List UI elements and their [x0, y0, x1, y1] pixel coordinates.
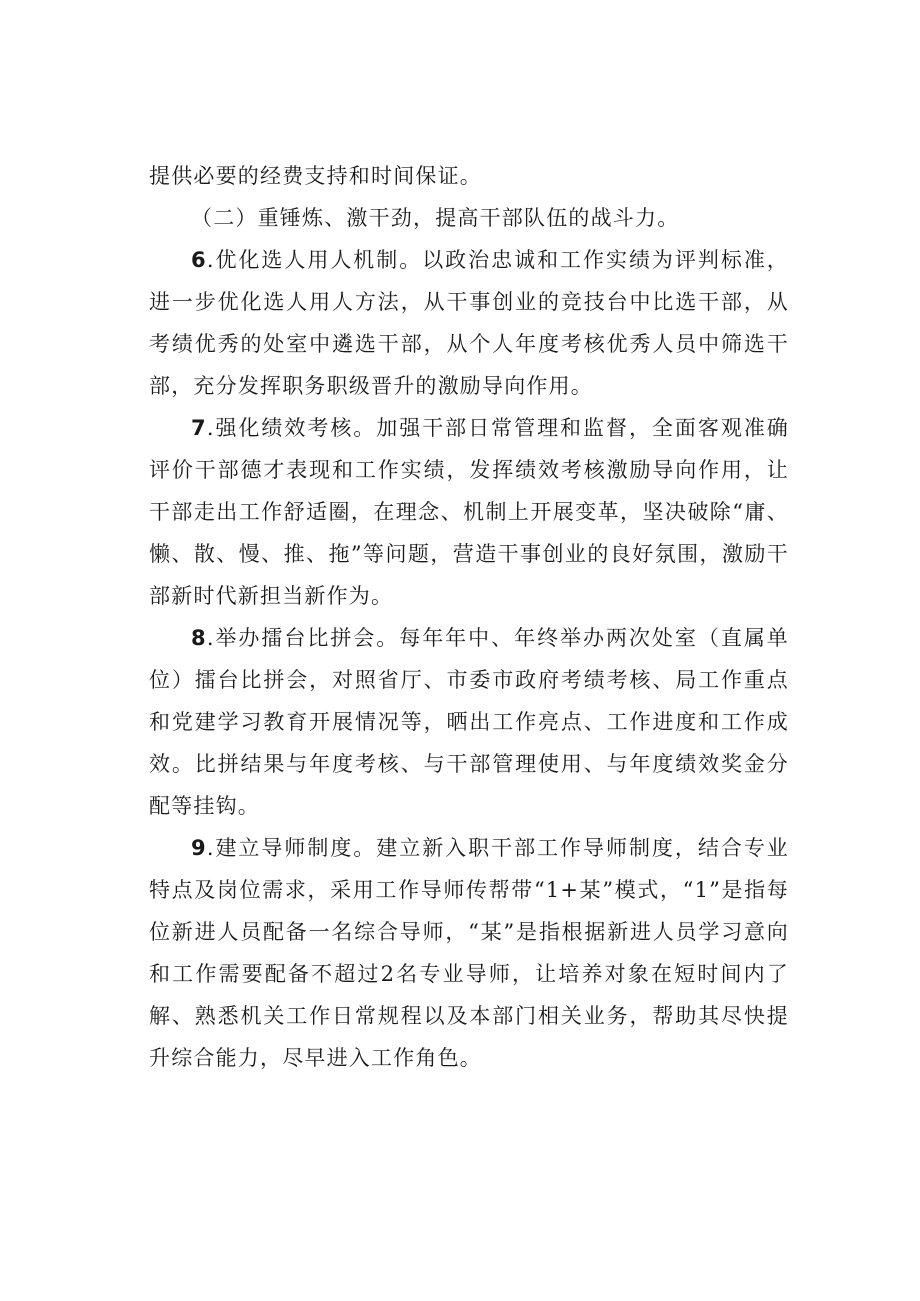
- paragraph-continuation: [149, 155, 789, 197]
- numbered-paragraph-6: [149, 239, 789, 407]
- paragraph-text: .强化绩效考核。加强干部日常管理和监督，全面客观准确评价干部德才表现和工作实绩，发挥绩效考核激励导向作用，让干部走出工作舒适圈，在理念、机制上开展变革，坚决破除“庸、懒、散、慢、推、拖”等问题，营造干事创业的良好氛围，激励干部新时代新担当新作为。: [149, 416, 789, 608]
- paragraph-number: 8: [191, 626, 207, 650]
- numbered-paragraph-9: [149, 827, 789, 1079]
- paragraph-text: 提供必要的经费支持和时间保证。: [149, 164, 482, 188]
- paragraph-number: 9: [191, 836, 207, 860]
- document-body: [149, 155, 789, 1079]
- paragraph-text: .建立导师制度。建立新入职干部工作导师制度，结合专业特点及岗位需求，采用工作导师传帮带“1+某”模式，“1”是指每位新进人员配备一名综合导师，“某”是指根据新进人员学习意向和工作需要配备不超过2名专业导师，让培养对象在短时间内了解、熟悉机关工作日常规程以及本部门相关业务，帮助其尽快提升综合能力，尽早进入工作角色。: [149, 836, 789, 1070]
- section-heading-text: （二）重锤炼、激干劲，提高干部队伍的战斗力。: [191, 206, 680, 230]
- section-heading: [149, 197, 789, 239]
- numbered-paragraph-7: [149, 407, 789, 617]
- numbered-paragraph-8: [149, 617, 789, 827]
- paragraph-text: .优化选人用人机制。以政治忠诚和工作实绩为评判标准，进一步优化选人用人方法，从干事创业的竞技台中比选干部，从考绩优秀的处室中遴选干部，从个人年度考核优秀人员中筛选干部，充分发挥职务职级晋升的激励导向作用。: [149, 248, 789, 398]
- paragraph-number: 7: [191, 416, 207, 440]
- paragraph-text: .举办擂台比拼会。每年年中、年终举办两次处室（直属单位）擂台比拼会，对照省厅、市委市政府考绩考核、局工作重点和党建学习教育开展情况等，晒出工作亮点、工作进度和工作成效。比拼结果与年度考核、与干部管理使用、与年度绩效奖金分配等挂钩。: [149, 626, 789, 818]
- paragraph-number: 6: [191, 248, 207, 272]
